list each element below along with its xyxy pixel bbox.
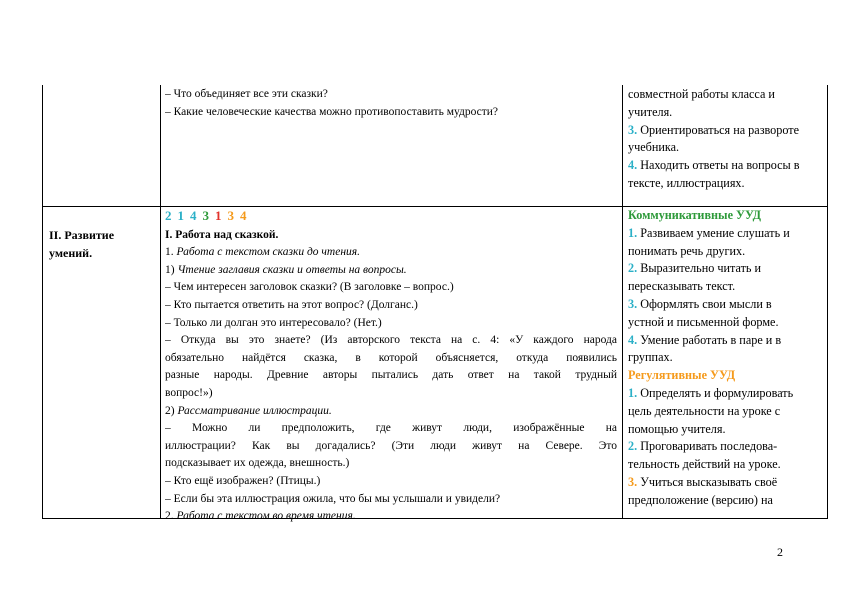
uud-item (628, 296, 826, 314)
uud-item (628, 260, 826, 278)
uud-text: Оформлять свои мысли в (637, 296, 772, 311)
uud-text: Выразительно читать и (637, 261, 762, 276)
uud-item (628, 122, 826, 140)
subsection-heading (165, 508, 617, 526)
uud-text: учителя. (628, 104, 673, 119)
heading-text: Работа с текстом сказки до чтения. (173, 246, 361, 259)
item-number: 3. (628, 474, 638, 489)
question: иллюстрации? Как вы догадались? (Эти люди живут на Севере. Это (165, 439, 617, 452)
uud-text: Учиться высказывать своё (637, 474, 778, 489)
row2-right-cell (628, 207, 826, 510)
item-number: 2. (628, 261, 638, 276)
uud-text: Проговаривать последова- (637, 439, 778, 454)
uud-text: понимать речь других. (628, 243, 746, 258)
question: – Откуда вы это знаете? (Из авторского текста на с. 4: «У каждого народа (165, 334, 617, 347)
uud-text: пересказывать текст. (628, 279, 736, 294)
item-number: 1. (628, 385, 638, 400)
question: – Чем интересен заголовок сказки? (В заголовке – вопрос.) (165, 281, 454, 294)
uud-text: цель деятельности на уроке с (628, 403, 781, 418)
heading-number: 2. (165, 510, 174, 523)
uud-category-title: Регулятивные УУД (628, 368, 736, 383)
heading-number: 1. (165, 246, 174, 259)
uud-text: Определять и формулировать (637, 385, 794, 400)
digit-code: 1 (177, 208, 184, 223)
row1-middle-cell (165, 86, 617, 121)
item-number: 3. (628, 122, 638, 137)
uud-text: учебника. (628, 140, 680, 155)
uud-text: предположение (версию) на (628, 492, 773, 507)
uud-category-title: Коммуникативные УУД (628, 208, 762, 222)
digit-code: 3 (202, 208, 209, 223)
subsection-heading (165, 262, 617, 280)
uud-item (628, 332, 826, 350)
item-number: 1. (628, 225, 638, 240)
heading-text: Работа с текстом во время чтения. (173, 510, 356, 523)
digit-code: 4 (240, 208, 247, 223)
uud-item (628, 474, 826, 492)
uud-text: устной и письменной форме. (628, 314, 779, 329)
digit-code: 2 (165, 208, 172, 223)
uud-text: Развиваем умение слушать и (637, 225, 790, 240)
heading-number: 1) (165, 263, 175, 276)
uud-text: группах. (628, 350, 673, 365)
uud-text: Находить ответы на вопросы в (637, 158, 800, 173)
question: обязательно найдётся сказка, в которой объясняется, откуда появились (165, 351, 617, 364)
column-divider-1 (160, 85, 161, 518)
uud-text: тельность действий на уроке. (628, 457, 781, 472)
uud-text: Ориентироваться на развороте (637, 122, 800, 137)
question: – Кто ещё изображен? (Птицы.) (165, 474, 321, 487)
question: – Какие человеческие качества можно противопоставить мудрости? (165, 105, 499, 118)
digit-code: 4 (190, 208, 197, 223)
question: – Если бы эта иллюстрация ожила, что бы мы услышали и увидели? (165, 492, 501, 505)
subsection-heading (165, 244, 617, 262)
page-number: 2 (777, 545, 783, 559)
uud-text: тексте, иллюстрациях. (628, 175, 745, 190)
heading-text: Чтение заглавия сказки и ответы на вопросы. (174, 263, 407, 276)
column-divider-2 (622, 85, 623, 518)
uud-item (628, 385, 826, 403)
uud-item (628, 225, 826, 243)
heading-number: 2) (165, 404, 175, 417)
stage-title: умений. (49, 246, 93, 260)
item-number: 3. (628, 296, 638, 311)
question: подсказывает их одежда, внешность.) (165, 457, 350, 470)
heading-text: Рассматривание иллюстрации. (174, 404, 332, 417)
item-number: 4. (628, 158, 638, 173)
row2-middle-cell (165, 207, 617, 526)
stage-cell (49, 226, 157, 262)
uud-item (628, 157, 826, 175)
uud-text: Умение работать в паре и в (637, 332, 782, 347)
item-number: 4. (628, 332, 638, 347)
question: разные народы. Древние авторы пытались дать ответ на такой трудный (165, 369, 617, 382)
digit-code: 1 (215, 208, 222, 223)
uud-digit-codes (165, 207, 617, 227)
digit-code: 3 (227, 208, 234, 223)
section-heading: I. Работа над сказкой. (165, 228, 279, 241)
question: – Только ли долган это интересовало? (Нет.) (165, 316, 382, 329)
uud-text: помощью учителя. (628, 421, 726, 436)
uud-text: совместной работы класса и (628, 87, 775, 101)
stage-title: II. Развитие (49, 228, 115, 242)
question: – Что объединяет все эти сказки? (165, 88, 328, 100)
question: – Можно ли предположить, где живут люди, изображённые на (165, 422, 617, 435)
row1-right-cell (628, 86, 826, 193)
question: вопрос!») (165, 386, 213, 399)
item-number: 2. (628, 439, 638, 454)
lesson-table (42, 85, 828, 523)
subsection-heading (165, 403, 617, 421)
uud-item (628, 438, 826, 456)
question: – Кто пытается ответить на этот вопрос? (Долганс.) (165, 298, 418, 311)
